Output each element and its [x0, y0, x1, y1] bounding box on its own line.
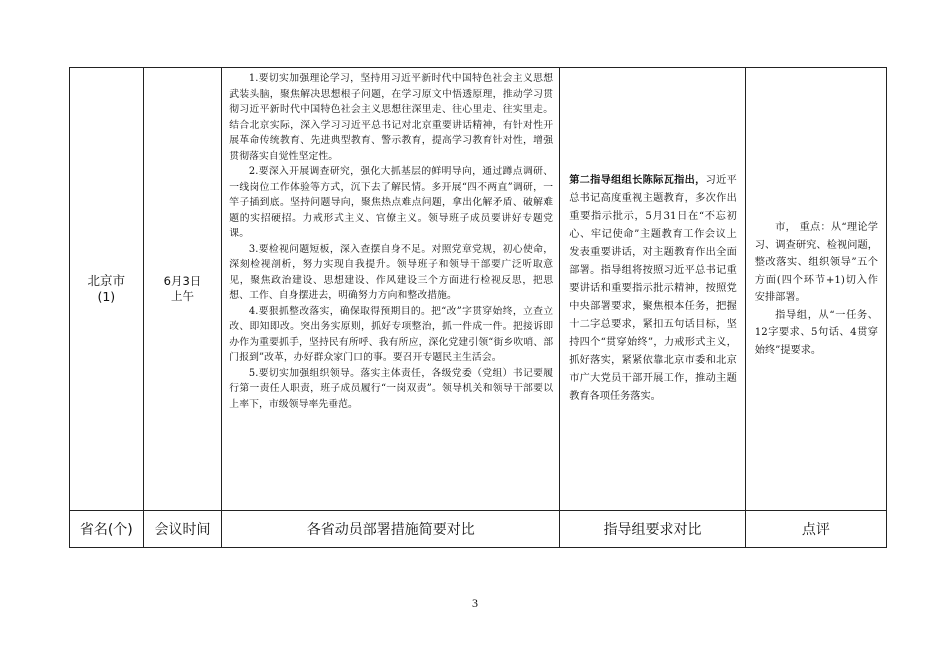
header-time: 会议时间 — [143, 511, 222, 548]
measure-item: 4.要狠抓整改落实，确保取得预期目的。把“改”字贯穿始终，立查立改、即知即改。突出务实原则，抓好专项整治，抓一件成一件。把接诉即办作为重要抓手，坚持民有所呼、我有所应，深化党建引领“街乡吹哨、部门报到”改革，办好群众家门口的事。要召开专题民主生活会。 — [229, 305, 554, 363]
header-measures: 各省动员部署措施简要对比 — [222, 511, 560, 548]
meeting-period: 上午 — [170, 289, 194, 303]
meeting-time-cell — [143, 68, 222, 511]
comment-cell — [745, 68, 886, 511]
table-row — [70, 68, 887, 511]
comparison-table — [69, 67, 887, 548]
province-cell — [70, 68, 144, 511]
province-name: 北京市 — [87, 273, 126, 288]
measure-item: 2.要深入开展调查研究，强化大抓基层的鲜明导向，通过蹲点调研、一线岗位工作体验等方式，沉下去了解民情。多开展“四不两直”调研，一竿子插到底。坚持问题导向，聚焦热点难点问题，拿出化解矛盾、破解难题的实招硬招。力戒形式主义、官僚主义。领导班子成员要讲好专题党课。 — [229, 166, 554, 239]
requirements-cell — [560, 68, 746, 511]
meeting-date: 6月3日 — [163, 274, 202, 288]
province-count: (1) — [97, 289, 116, 304]
requirement-lead: 第二指导组组长陈际瓦指出， — [569, 175, 706, 186]
measures-cell — [222, 68, 560, 511]
comment-paragraph: 市， 重点：从“理论学习、调查研究、检视问题，整改落实、组织领导”五个方面(四个环节+1)切入作安排部署。 — [754, 222, 878, 303]
header-row — [70, 511, 887, 548]
header-requirements: 指导组要求对比 — [560, 511, 746, 548]
header-province: 省名(个) — [70, 511, 144, 548]
header-comment: 点评 — [745, 511, 886, 548]
measure-item: 5.要切实加强组织领导。落实主体责任，各级党委（党组）书记要履行第一责任人职责，班子成员履行“一岗双责”。领导机关和领导干部要以上率下，市级领导率先垂范。 — [229, 367, 554, 410]
measure-item: 1.要切实加强理论学习，坚持用习近平新时代中国特色社会主义思想武装头脑，聚焦解决思想根子问题，在学习原文中悟透原理，推动学习贯彻习近平新时代中国特色社会主义思想往深里走、往心里走、往实里走。结合北京实际，深入学习习近平总书记对北京重要讲话精神，有针对性开展革命传统教育、先进典型教育、警示教育，提高学习教育针对性，增强贯彻落实自觉性坚定性。 — [229, 73, 554, 162]
page-number: 3 — [472, 596, 478, 610]
requirement-text: 习近平总书记高度重视主题教育，多次作出重要指示批示，5月31日在“不忘初心、牢记使命”主题教育工作会议上发表重要讲话，对主题教育作出全面部署。指导组将按照习近平总书记重要讲话和重要指示批示精神，按照党中央部署要求，聚焦根本任务，把握十二字总要求，紧扣五句话目标，坚持四个“贯穿始终”，力戒形式主义，抓好落实，紧紧依靠北京市委和北京市广大党员干部开展工作，推动主题教育各项任务落实。 — [569, 175, 737, 402]
measure-item: 3.要检视问题短板，深入查摆自身不足。对照党章党规，初心使命，深刻检视剖析，努力实现自我提升。领导班子和领导干部要广泛听取意见，聚焦政治建设、思想建设、作风建设三个方面进行检视反思，把思想、工作、自身摆进去，明确努力方向和整改措施。 — [229, 243, 554, 301]
comment-paragraph: 指导组，从“一任务、12字要求、5句话、4贯穿始终”提要求。 — [754, 309, 878, 356]
